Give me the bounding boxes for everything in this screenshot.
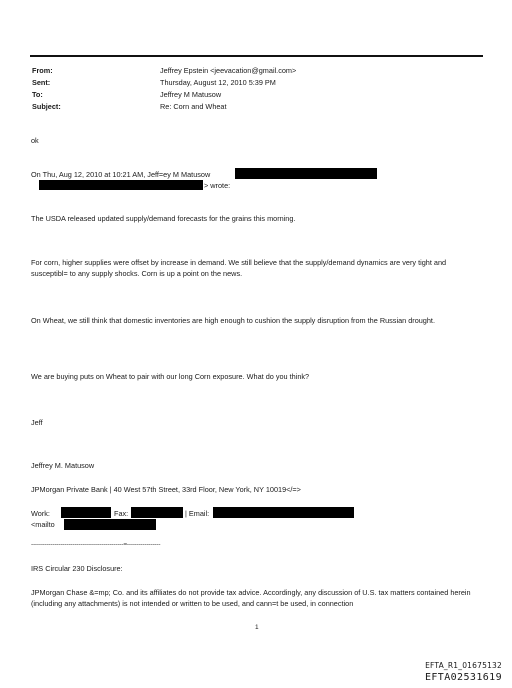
from-value: Jeffrey Epstein <jeevacation@gmail.com>: [160, 66, 297, 75]
sent-value: Thursday, August 12, 2010 5:39 PM: [160, 78, 276, 87]
separator-line: -----------------------------------------------=-----------------: [31, 541, 161, 548]
signature-contact-row: [31, 509, 50, 519]
work-label: Work:: [31, 509, 50, 518]
quote-intro-line-2: > wrote:: [204, 181, 231, 190]
quote-intro-text: On Thu, Aug 12, 2010 at 10:21 AM, Jeff=ey M Matusow: [31, 170, 211, 179]
from-label: From:: [32, 66, 53, 75]
redaction-block: [61, 507, 111, 518]
subject-value: Re: Corn and Wheat: [160, 102, 227, 111]
signature-name: Jeffrey M. Matusow: [31, 461, 95, 470]
doc-id-primary: EFTA_R1_01675132: [425, 661, 502, 670]
redaction-block: [64, 519, 156, 530]
redaction-block: [131, 507, 183, 518]
redaction-block: [235, 168, 377, 179]
irs-title: IRS Circular 230 Disclosure:: [31, 564, 123, 573]
sign-off: Jeff: [31, 418, 43, 427]
redaction-block: [213, 507, 354, 518]
signature-address: JPMorgan Private Bank | 40 West 57th Street, 33rd Floor, New York, NY 10019</=>: [31, 485, 301, 494]
quote-intro-line-1: [31, 170, 210, 180]
sent-label: Sent:: [32, 78, 51, 87]
body-paragraph-3: On Wheat, we still think that domestic inventories are high enough to cushion the supply disruption from the Russian drought.: [31, 316, 435, 325]
doc-id-secondary: EFTA02531619: [424, 672, 502, 683]
email-label: | Email:: [185, 509, 210, 518]
reply-text: ok: [31, 136, 39, 145]
mailto-text: <mailto: [31, 520, 55, 529]
subject-label: Subject:: [32, 102, 61, 111]
header-divider: [30, 55, 483, 57]
page-number: 1: [255, 624, 259, 631]
body-paragraph-1: The USDA released updated supply/demand forecasts for the grains this morning.: [31, 214, 296, 223]
disclaimer-text: JPMorgan Chase &=mp; Co. and its affiliates do not provide tax advice. Accordingly, any discussion of U.S. tax matters contained herein (including any attachments) is not intended or written to be used, and cann=t be used, in connection: [31, 588, 471, 608]
body-paragraph-2: For corn, higher supplies were offset by increase in demand. We still believe that the supply/demand dynamics are very tight and susceptibl= to any supply shocks. Corn is up a point on the news.: [31, 258, 447, 278]
body-paragraph-4: We are buying puts on Wheat to pair with our long Corn exposure. What do you think?: [31, 372, 310, 381]
redaction-block: [39, 180, 203, 190]
to-value: Jeffrey M Matusow: [160, 90, 222, 99]
fax-label: Fax:: [114, 509, 129, 518]
to-label: To:: [32, 90, 43, 99]
